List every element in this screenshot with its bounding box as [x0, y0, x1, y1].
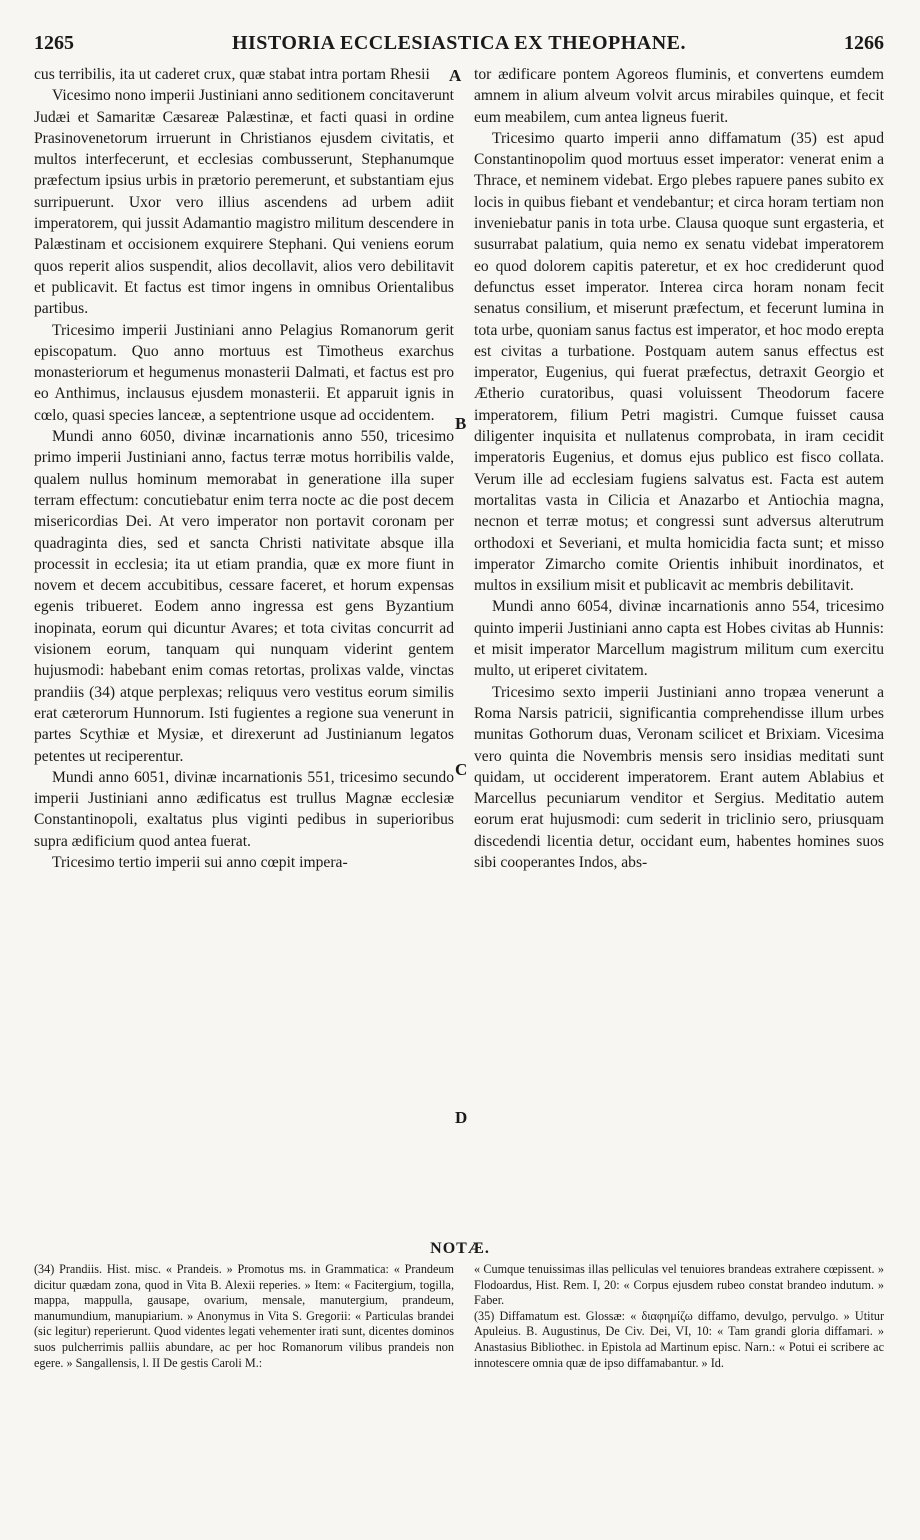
- paragraph: Mundi anno 6051, divinæ incarnationis 551, tricesimo secundo imperii Justiniani anno ædificatus est trullus Magnæ ecclesiæ Constantinopoli, exaltatus plus viginti pedibus in superioribus supra ædificium quod antea fuerat.: [34, 768, 454, 850]
- paragraph: Tricesimo imperii Justiniani anno Pelagius Romanorum gerit episcopatum. Quo anno mortuus est Timotheus exarchus monasteriorum et hegumenus monasterii Dalmati, et factus est pro eo Anthimus, inclausus ejusdem monasterii. Et apparuit ignis in cœlo, quasi species lanceæ, a septentrione usque ad occidentem.: [34, 321, 454, 424]
- paragraph: cus terribilis, ita ut caderet crux, quæ stabat intra portam Rhesii: [34, 66, 430, 83]
- margin-letter-d: D: [455, 1108, 468, 1127]
- footnotes-left: [34, 1262, 454, 1371]
- right-column: [474, 64, 884, 873]
- footnote: (35) Diffamatum est. Glossæ: « διαφημίζω diffamo, devulgo, pervulgo. » Utitur Apuleius. B. Augustinus, De Civ. Dei, VI, 10: « Tam grandi gloria diffamari. » Anastasius Bibliothec. in Epistola ad Martinum episc. Narn.: « Potui ei scribere ac innotescere omnia quæ de ipso diffamabantur. » Id.: [474, 1308, 884, 1370]
- margin-letter-b: B: [455, 414, 467, 433]
- running-title: HISTORIA ECCLESIASTICA EX THEOPHANE.: [231, 31, 687, 54]
- paragraph: Mundi anno 6050, divinæ incarnationis anno 550, tricesimo primo imperii Justiniani anno, factus terræ motus horribilis valde, qualem nullus hominum memorabat in generatione illa super terram effectum: concutiebatur enim terra nocte ac die post decem misericordias Dei. At vero imperator non portavit coronam per quadraginta dies, sed et sancta Christi nativitate absque illa processit in ecclesia; ita ut etiam prandia, quæ ex more fiunt in novem et decem accubitibus, cessare faceret, et horum expensas egenis tribueret. Eodem anno ingressa est gens Byzantium inopinata, eorum qui dicuntur Avares; et tota civitas concurrit ad visionem eorum, tanquam qui nunquam viderint gentem hujusmodi: habebant enim comas retortas, prolixas valde, vinctas prandiis (34) atque perplexas; reliquus vero vestitus eorum similis erat cæterorum Hunnorum. Isti fugientes a regione sua venerunt in partes Scythiæ et Mysiæ, et direxerunt ad Justinianum legatos petentes ut reciperentur.: [34, 428, 454, 765]
- footnote: « Cumque tenuissimas illas pelliculas vel tenuiores brandeas extrahere cœpissent. » Flodoardus, Hist. Rem. I, 20: « Corpus ejusdem rubeo constat brandeo indutum. » Faber.: [474, 1262, 884, 1308]
- paragraph: Vicesimo nono imperii Justiniani anno seditionem concitaverunt Judæi et Samaritæ Cæsareæ Palæstinæ, et facti quasi in ordine Prasinovenetorum irruerunt in Christianos ejusdem civitatis, et multos interfecerunt, et ecclesias combusserunt, Stephanumque præfectum ipsius urbis in prætorio peremerunt, et substantiam ejus surripuerunt. Uxor vero illius ascendens ad urbem adiit imperatorem, qui jussit Adamantio magistro militum descendere in Palæstinam et occisionem exquirere Stephani. Qui veniens eorum quos reperit alios suspendit, alios decollavit, alios vero debilitavit et publicavit. Et factus est timor ingens in omnibus Orientalibus partibus.: [34, 87, 454, 318]
- footnote: (34) Prandiis. Hist. misc. « Prandeis. » Promotus ms. in Grammatica: « Prandeum dicitur quædam zona, quod in Vita B. Alexii reperies. » Item: « Facitergium, togilla, mappa, mappulla, gausape, ovarium, mensale, manutergium, prandeum, manumundium, manupiarium. » Anonymus in Vita S. Gregorii: « Particulas brandei (sic legitur) reperierunt. Quod videntes legati vehementer irati sunt, dicentes dominos suos pulcherrimis palliis abundare, ac per hoc Romanorum vilibus prandeis non egere. » Sangallensis, l. II De gestis Caroli M.:: [34, 1262, 454, 1370]
- paragraph: Tricesimo sexto imperii Justiniani anno tropæa venerunt a Roma Narsis patricii, significantia comprehendisse illum urbes munitas Gothorum duas, Veronam scilicet et Brixiam. Vicesima vero quinta die Novembris mensis sero insidias meditati sunt quidam, ut occiderent imperatorem. Erant autem Ablabius et Marcellus pecuniarum venditor et Sergius. Meditatio autem eorum erat hujusmodi: cum sederit in triclinio sero, priusquam discedendi licentia detur, occidant eum, habentes homines suos sibi cooperantes Indos, abs-: [474, 683, 884, 871]
- footnotes-right: [474, 1262, 884, 1371]
- margin-letter-a: A: [449, 66, 462, 85]
- notes-heading: NOTÆ.: [430, 1240, 490, 1257]
- paragraph: tor ædificare pontem Agoreos fluminis, et convertens eumdem amnem in alium alveum volvit arcus mirabiles quinque, et fecit eum meabilem, cum antea ligneus fuerit.: [474, 66, 884, 126]
- margin-letter-c: C: [455, 760, 468, 779]
- paragraph: Tricesimo tertio imperii sui anno cœpit impera-: [52, 853, 348, 871]
- paragraph: Tricesimo quarto imperii anno diffamatum (35) est apud Constantinopolim quod mortuus esset imperator: venerat enim a Thrace, et neminem videbat. Ergo plebes rapuere panes subito ex locis in quibus fiebant et vendebantur; et circa horam tertiam non inveniebatur panis in tota urbe. Clausa quoque sunt ergasteria, et susurrabat palatium, quia nemo ex senatu videbat imperatorem eo quod dolorem capitis pateretur, et ex hoc crediderunt quod defunctus esset imperator. Interea circa horam nonam fecit senatus consilium, et miserunt præfectum, et fecerunt lumina in tota urbe, quoniam sanus factus est imperator, et hoc modo erepta est civitas a turbatione. Postquam autem sanus effectus est imperator, Eugenius, qui fuerat præfectus, detraxit Georgio et Ætherio curatoribus, quasi voluissent Theodorum facere imperatorem, filium Petri magistri. Cumque fuisset causa diligenter inquisita et nullatenus comprobata, in iram cecidit imperatoris Eugenius, et domus ejus publico est fisco collata. Verum ille ad ecclesiam fugiens salvatus est. Facta est autem mortalitas vasta in Cilicia et Anazarbo et Antiochia magna, necnon et terræ motus; et congressi sunt adversus alterutrum orthodoxi et Severiani, et multa homicidia facta sunt; et misso imperator Zimarcho comite Orientis inhibuit inordinatos, et multos in exsilium misit et publicavit ac membris debilitavit.: [474, 129, 884, 595]
- running-header: [34, 30, 884, 56]
- page-number-right: 1266: [843, 31, 884, 54]
- page-number-left: 1265: [34, 31, 74, 54]
- paragraph: Mundi anno 6054, divinæ incarnationis anno 554, tricesimo quinto imperii Justiniani anno capta est Hobes civitas ab Hunnis: et misit imperator Marcellum magistrum militum cum exercitu multo, ut eriperet civitatem.: [474, 598, 884, 680]
- left-column: [34, 64, 454, 873]
